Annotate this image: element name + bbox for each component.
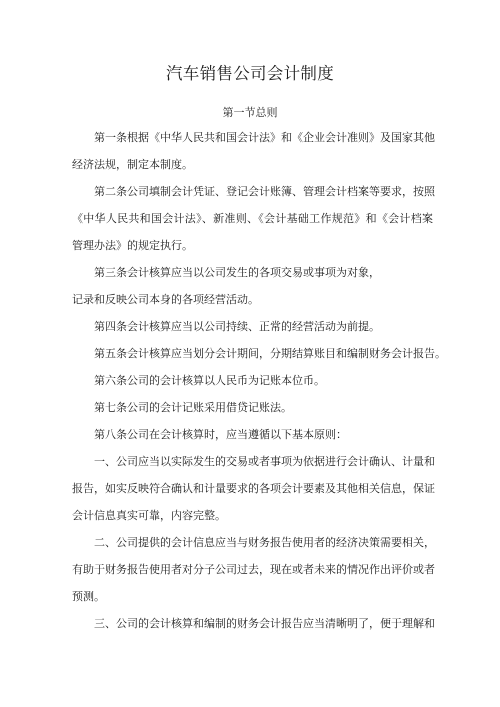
paragraph-line: 第七条公司的会计记账采用借贷记账法。 [94,401,292,414]
paragraph-line: 会计信息真实可靠，内容完整。 [72,509,226,522]
paragraph-line: 一、公司应当以实际发生的交易或者事项为依据进行会计确认、计量和 [94,455,435,468]
paragraph-line: 二、公司提供的会计信息应当与财务报告使用者的经济决策需要相关， [94,536,435,549]
paragraph-line: 第二条公司填制会计凭证、登记会计账簿、管理会计档案等要求，按照 [94,185,435,198]
paragraph-line: 第五条会计核算应当划分会计期间，分期结算账目和编制财务会计报告。 [94,347,446,360]
paragraph-line: 第三条会计核算应当以公司发生的各项交易或事项为对象， [94,266,380,279]
paragraph-line: 经济法规，制定本制度。 [72,158,193,171]
paragraph-line: 第六条公司的会计核算以人民币为记账本位币。 [94,374,325,387]
paragraph-line: 管理办法》的规定执行。 [72,239,193,252]
paragraph-line: 记录和反映公司本身的各项经营活动。 [72,293,259,306]
paragraph-line: 预测。 [72,590,105,603]
paragraph-line: 第四条会计核算应当以公司持续、正常的经营活动为前提。 [94,320,380,333]
paragraph-line: 报告，如实反映符合确认和计量要求的各项会计要素及其他相关信息，保证 [72,482,435,495]
paragraph-line: 《中华人民共和国会计法》、新准则、《会计基础工作规范》和《会计档案 [72,212,433,225]
paragraph-line: 有助于财务报告使用者对分子公司过去，现在或者未来的情况作出评价或者 [72,563,435,576]
paragraph-line: 第一条根据《中华人民共和国会计法》和《企业会计准则》及国家其他 [94,131,435,144]
section-title: 第一节总则 [222,106,278,119]
document-title: 汽车销售公司会计制度 [166,64,334,83]
paragraph-line: 三、公司的会计核算和编制的财务会计报告应当清晰明了，便于理解和 [94,617,435,630]
paragraph-line: 第八条公司在会计核算时，应当遵循以下基本原则： [94,428,347,441]
